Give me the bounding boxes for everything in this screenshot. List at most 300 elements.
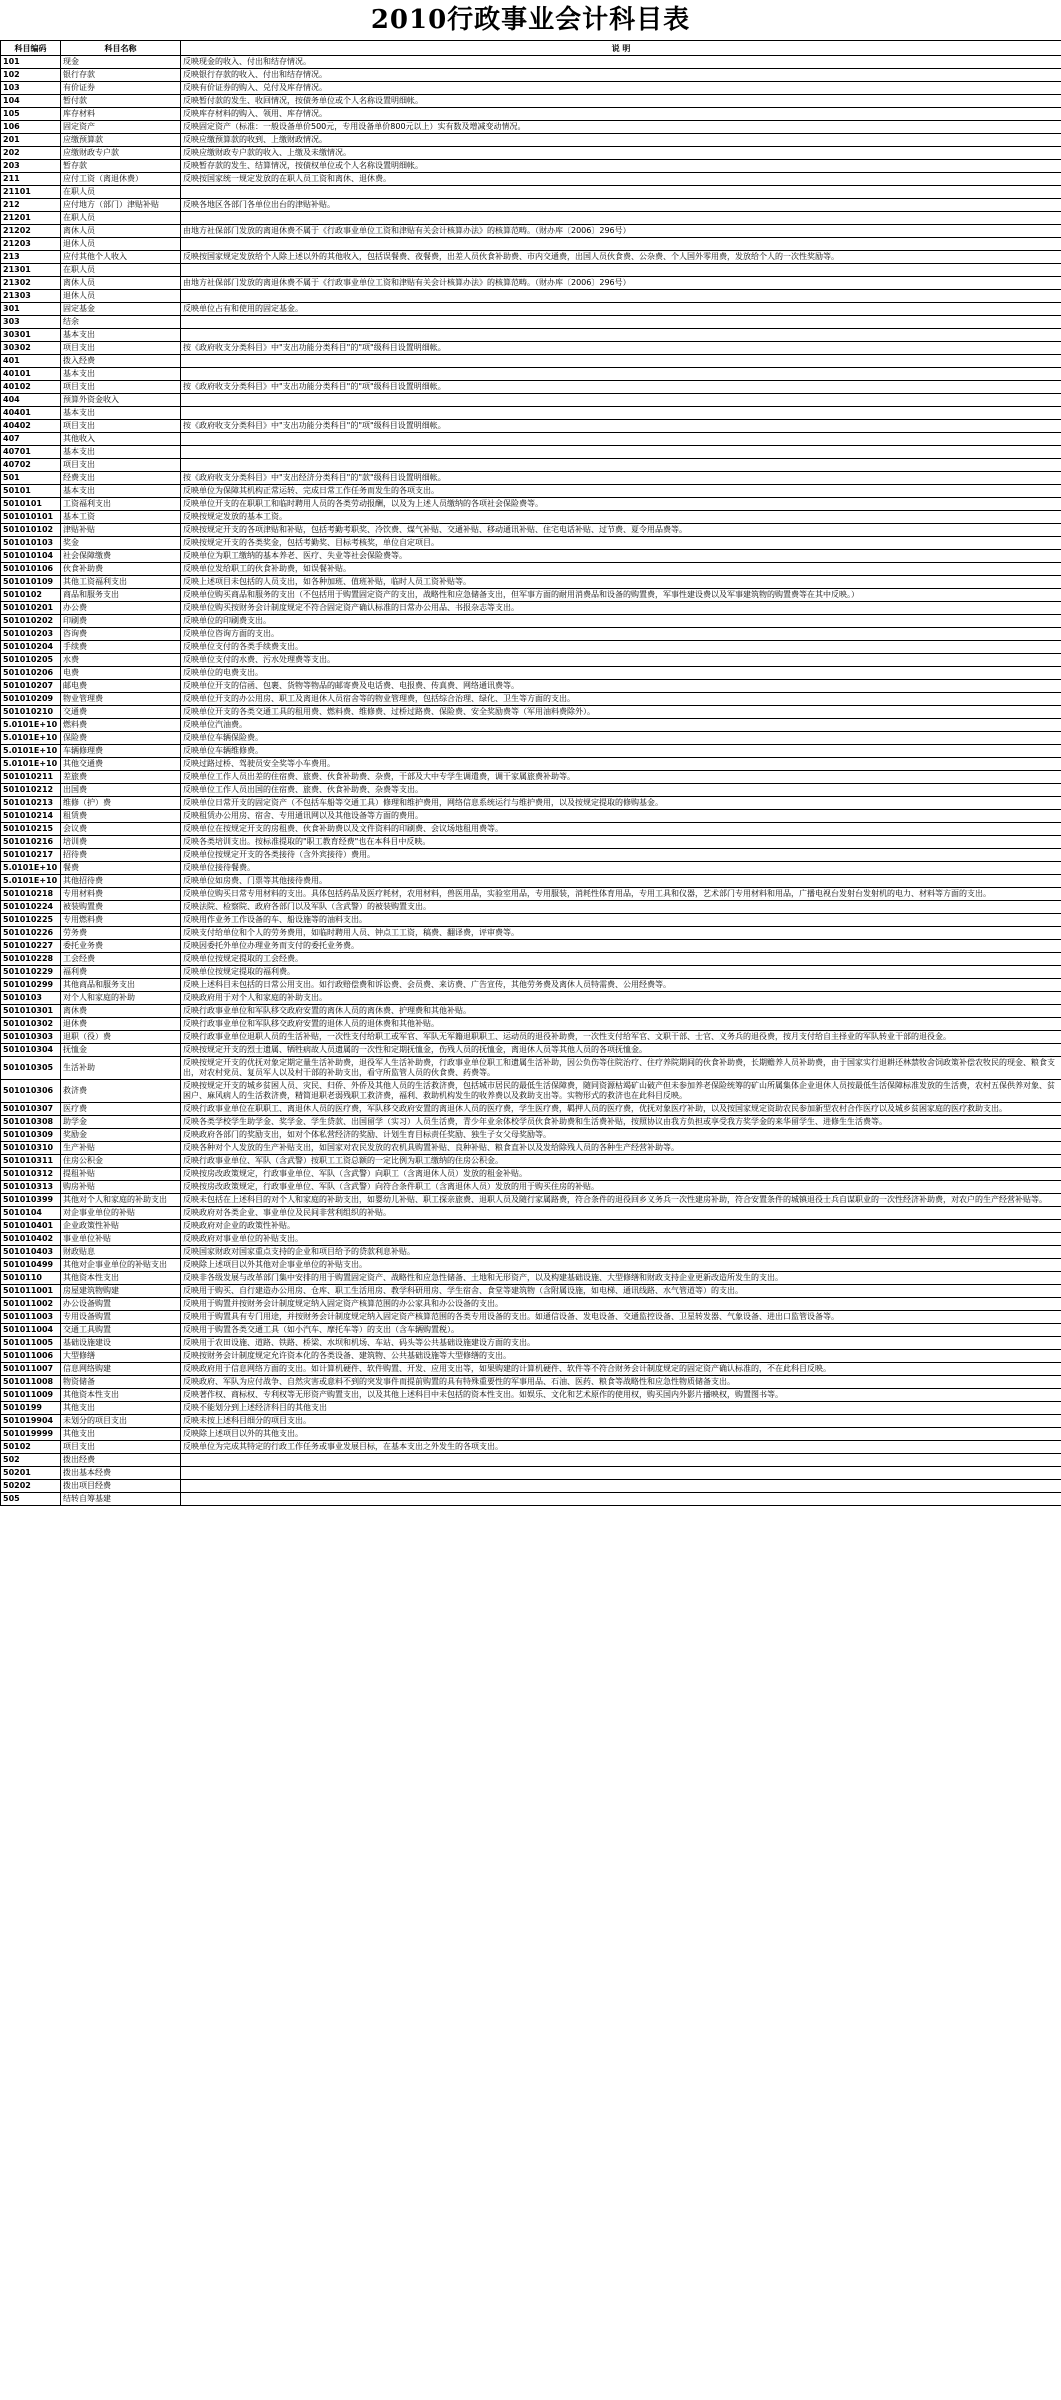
account-name-cell: 差旅费 — [61, 771, 181, 784]
account-code-cell: 501010213 — [1, 797, 61, 810]
account-name-cell: 奖金 — [61, 537, 181, 550]
account-name-cell: 住房公积金 — [61, 1155, 181, 1168]
account-code-cell: 501010104 — [1, 550, 61, 563]
account-code-cell: 501010499 — [1, 1259, 61, 1272]
table-row — [1, 1233, 1061, 1246]
account-desc-cell: 反映用于购置各类交通工具（如小汽车、摩托车等）的支出（含车辆购置税）。 — [181, 1324, 1061, 1337]
account-name-cell: 助学金 — [61, 1116, 181, 1129]
table-row — [1, 264, 1061, 277]
account-name-cell: 其他收入 — [61, 433, 181, 446]
account-code-cell: 303 — [1, 316, 61, 329]
table-row — [1, 706, 1061, 719]
account-code-cell: 21302 — [1, 277, 61, 290]
account-code-cell: 201 — [1, 134, 61, 147]
table-row — [1, 914, 1061, 927]
account-code-cell: 5010199 — [1, 1402, 61, 1415]
account-code-cell: 501010311 — [1, 1155, 61, 1168]
table-row — [1, 654, 1061, 667]
account-code-cell: 501010215 — [1, 823, 61, 836]
account-code-cell: 501010101 — [1, 511, 61, 524]
account-desc-cell — [181, 212, 1061, 225]
account-code-cell: 212 — [1, 199, 61, 212]
table-row — [1, 615, 1061, 628]
account-name-cell: 专用设备购置 — [61, 1311, 181, 1324]
account-code-cell: 501011008 — [1, 1376, 61, 1389]
account-code-cell: 501010229 — [1, 966, 61, 979]
table-row — [1, 1044, 1061, 1057]
account-code-cell: 501010227 — [1, 940, 61, 953]
account-name-cell: 应付其他个人收入 — [61, 251, 181, 264]
account-code-cell: 501010201 — [1, 602, 61, 615]
account-name-cell: 在职人员 — [61, 264, 181, 277]
account-code-cell: 501019999 — [1, 1428, 61, 1441]
account-code-cell: 501010224 — [1, 901, 61, 914]
account-desc-cell: 反映非各级发展与改革部门集中安排的用于购置固定资产、战略性和应急性储备、土地和无形资产，以及构建基础设施、大型修缮和财政支持企业更新改造所发生的支出。 — [181, 1272, 1061, 1285]
account-name-cell: 在职人员 — [61, 186, 181, 199]
account-name-cell: 暂存款 — [61, 160, 181, 173]
table-row — [1, 680, 1061, 693]
account-code-cell: 202 — [1, 147, 61, 160]
account-name-cell: 电费 — [61, 667, 181, 680]
account-desc-cell — [181, 186, 1061, 199]
account-name-cell: 被装购置费 — [61, 901, 181, 914]
table-row — [1, 1168, 1061, 1181]
account-name-cell: 其他资本性支出 — [61, 1272, 181, 1285]
account-code-cell: 40702 — [1, 459, 61, 472]
account-name-cell: 福利费 — [61, 966, 181, 979]
account-code-cell: 40402 — [1, 420, 61, 433]
table-row — [1, 511, 1061, 524]
account-code-cell: 21101 — [1, 186, 61, 199]
account-desc-cell: 反映单位发给职工的伙食补助费，如误餐补贴。 — [181, 563, 1061, 576]
account-desc-cell: 反映单位支付的各类手续费支出。 — [181, 641, 1061, 654]
account-code-cell: 106 — [1, 121, 61, 134]
account-code-cell: 102 — [1, 69, 61, 82]
account-desc-cell: 反映未按上述科目细分的项目支出。 — [181, 1415, 1061, 1428]
table-row — [1, 1080, 1061, 1103]
account-desc-cell: 反映各类培训支出。按标准提取的"职工教育经费"也在本科目中反映。 — [181, 836, 1061, 849]
account-name-cell: 劳务费 — [61, 927, 181, 940]
account-name-cell: 物业管理费 — [61, 693, 181, 706]
table-row — [1, 641, 1061, 654]
account-code-cell: 5.0101E+10 — [1, 719, 61, 732]
account-code-cell: 501010312 — [1, 1168, 61, 1181]
account-desc-cell: 反映单位占有和使用的固定基金。 — [181, 303, 1061, 316]
account-name-cell: 其他工资福利支出 — [61, 576, 181, 589]
account-name-cell: 对个人和家庭的补助 — [61, 992, 181, 1005]
account-name-cell: 印刷费 — [61, 615, 181, 628]
account-name-cell: 离休人员 — [61, 225, 181, 238]
account-name-cell: 会议费 — [61, 823, 181, 836]
account-name-cell: 生活补助 — [61, 1057, 181, 1080]
account-code-cell: 501011004 — [1, 1324, 61, 1337]
table-row — [1, 1142, 1061, 1155]
account-name-cell: 出国费 — [61, 784, 181, 797]
account-desc-cell: 反映行政事业单位在职职工、离退休人员的医疗费，军队移交政府安置的离退休人员的医疗费，学生医疗费，羁押人员的医疗费，优抚对象医疗补助，以及按国家规定资助农民参加新型农村合作医疗以及城乡贫困家庭的医疗救助支出。 — [181, 1103, 1061, 1116]
table-row — [1, 1220, 1061, 1233]
table-row — [1, 1194, 1061, 1207]
account-desc-cell: 反映支付给单位和个人的劳务费用，如临时聘用人员、钟点工工资，稿费、翻译费，评审费等。 — [181, 927, 1061, 940]
account-name-cell: 抚恤金 — [61, 1044, 181, 1057]
table-row — [1, 836, 1061, 849]
account-name-cell: 工资福利支出 — [61, 498, 181, 511]
account-name-cell: 拨出基本经费 — [61, 1467, 181, 1480]
account-desc-cell: 反映政府用于对个人和家庭的补助支出。 — [181, 992, 1061, 1005]
account-name-cell: 库存材料 — [61, 108, 181, 121]
account-name-cell: 社会保障缴费 — [61, 550, 181, 563]
account-code-cell: 501010209 — [1, 693, 61, 706]
account-desc-cell — [181, 446, 1061, 459]
table-row — [1, 628, 1061, 641]
table-row — [1, 212, 1061, 225]
account-name-cell: 房屋建筑物购建 — [61, 1285, 181, 1298]
account-code-cell: 5010110 — [1, 1272, 61, 1285]
account-name-cell: 基本支出 — [61, 368, 181, 381]
account-code-cell: 30302 — [1, 342, 61, 355]
account-desc-cell: 反映单位的电费支出。 — [181, 667, 1061, 680]
account-name-cell: 伙食补助费 — [61, 563, 181, 576]
table-row — [1, 186, 1061, 199]
account-code-cell: 501010207 — [1, 680, 61, 693]
account-desc-cell: 反映按规定开支的各项津贴和补贴，包括考勤考职奖、冷饮费、煤气补贴、交通补贴、移动通讯补贴、住宅电话补贴、过节费、夏令用品费等。 — [181, 524, 1061, 537]
account-name-cell: 其他支出 — [61, 1402, 181, 1415]
account-code-cell: 501010109 — [1, 576, 61, 589]
account-desc-cell: 反映按规定发放的基本工资。 — [181, 511, 1061, 524]
table-row — [1, 1005, 1061, 1018]
account-name-cell: 专用燃料费 — [61, 914, 181, 927]
account-name-cell: 未划分的项目支出 — [61, 1415, 181, 1428]
account-desc-cell — [181, 290, 1061, 303]
account-code-cell: 5.0101E+10 — [1, 758, 61, 771]
table-row — [1, 1207, 1061, 1220]
account-desc-cell: 反映用作业务工作设备的车、船设施等的油料支出。 — [181, 914, 1061, 927]
account-name-cell: 其他招待费 — [61, 875, 181, 888]
account-desc-cell: 反映单位开支的在职职工和临时聘用人员的各类劳动报酬，以及为上述人员缴纳的各项社会保险费等。 — [181, 498, 1061, 511]
account-code-cell: 50201 — [1, 1467, 61, 1480]
account-code-cell: 203 — [1, 160, 61, 173]
account-code-cell: 21301 — [1, 264, 61, 277]
account-desc-cell — [181, 407, 1061, 420]
account-name-cell: 委托业务费 — [61, 940, 181, 953]
account-code-cell: 407 — [1, 433, 61, 446]
account-desc-cell: 反映按规定开支的优抚对象定期定量生活补助费，退役军人生活补助费，行政事业单位职工和遗属生活补助，因公负伤等住院治疗、住疗养院期间的伙食补助费，长期赡养人员补助费，由于国家实行退耕还林禁牧舍饲政策补偿农牧民的现金、粮食支出，对农村党员、复员军人以及村干部的补助支出，看守所监管人员的伙食费、药费等。 — [181, 1057, 1061, 1080]
account-desc-cell: 反映行政事业单位和军队移交政府安置的离休人员的离休费、护理费和其他补贴。 — [181, 1005, 1061, 1018]
account-code-cell: 501010205 — [1, 654, 61, 667]
table-row — [1, 888, 1061, 901]
account-desc-cell: 反映现金的收入、付出和结存情况。 — [181, 56, 1061, 69]
account-name-cell: 招待费 — [61, 849, 181, 862]
account-code-cell: 103 — [1, 82, 61, 95]
account-code-cell: 501010218 — [1, 888, 61, 901]
account-name-cell: 手续费 — [61, 641, 181, 654]
account-desc-cell: 反映按财务会计制度规定允许资本化的各类设备、建筑物、公共基础设施等大型修缮的支出。 — [181, 1350, 1061, 1363]
table-row — [1, 173, 1061, 186]
account-code-cell: 501011009 — [1, 1389, 61, 1402]
account-name-cell: 基本支出 — [61, 485, 181, 498]
account-name-cell: 医疗费 — [61, 1103, 181, 1116]
account-name-cell: 拨入经费 — [61, 355, 181, 368]
account-desc-cell: 反映各地区各部门各单位出台的津贴补贴。 — [181, 199, 1061, 212]
table-row — [1, 1116, 1061, 1129]
account-desc-cell: 由地方社保部门发放的离退休费不属于《行政事业单位工资和津贴有关会计核算办法》的核算范畴。（财办库〔2006〕296号） — [181, 277, 1061, 290]
account-code-cell: 5010103 — [1, 992, 61, 1005]
account-desc-cell: 反映法院、检察院、政府各部门以及军队（含武警）的被装购置支出。 — [181, 901, 1061, 914]
account-code-cell: 21303 — [1, 290, 61, 303]
table-row — [1, 1480, 1061, 1493]
account-name-cell: 在职人员 — [61, 212, 181, 225]
table-row — [1, 1285, 1061, 1298]
account-name-cell: 应缴财政专户款 — [61, 147, 181, 160]
table-row — [1, 1181, 1061, 1194]
table-row — [1, 290, 1061, 303]
account-code-cell: 501 — [1, 472, 61, 485]
account-code-cell: 5010101 — [1, 498, 61, 511]
account-desc-cell: 反映应缴预算款的收到、上缴财政情况。 — [181, 134, 1061, 147]
account-code-cell: 50101 — [1, 485, 61, 498]
account-desc-cell: 反映按规定开支的烈士遗属、牺牲病故人员遗属的一次性和定期抚恤金，伤残人员的抚恤金，离退休人员等其他人员的各项抚恤金。 — [181, 1044, 1061, 1057]
table-row — [1, 589, 1061, 602]
account-name-cell: 其他交通费 — [61, 758, 181, 771]
table-row — [1, 953, 1061, 966]
table-row — [1, 745, 1061, 758]
account-desc-cell: 反映单位接待餐费。 — [181, 862, 1061, 875]
account-desc-cell: 反映单位按规定开支的各类接待（含外宾接待）费用。 — [181, 849, 1061, 862]
account-name-cell: 交通费 — [61, 706, 181, 719]
account-desc-cell — [181, 264, 1061, 277]
account-name-cell: 其他资本性支出 — [61, 1389, 181, 1402]
account-name-cell: 经费支出 — [61, 472, 181, 485]
account-code-cell: 404 — [1, 394, 61, 407]
account-desc-cell: 反映单位开支的各类交通工具的租用费、燃料费、维修费、过桥过路费、保险费、安全奖励费等（军用油料费除外）。 — [181, 706, 1061, 719]
account-desc-cell: 反映未包括在上述科目的对个人和家庭的补助支出，如婴幼儿补贴、职工探亲旅费、退职人员及随行家属路费，符合条件的退役回乡义务兵一次性建房补助，符合安置条件的城镇退役士兵自谋职业的一次性经济补助费，对农户的生产经营补贴等。 — [181, 1194, 1061, 1207]
table-row — [1, 732, 1061, 745]
account-desc-cell: 反映银行存款的收入、付出和结存情况。 — [181, 69, 1061, 82]
table-row — [1, 446, 1061, 459]
account-name-cell: 其他对个人和家庭的补助支出 — [61, 1194, 181, 1207]
account-name-cell: 办公费 — [61, 602, 181, 615]
table-row — [1, 537, 1061, 550]
account-code-cell: 50202 — [1, 1480, 61, 1493]
table-row — [1, 1376, 1061, 1389]
table-row — [1, 1103, 1061, 1116]
account-desc-cell: 反映应缴财政专户款的收入、上缴及未缴情况。 — [181, 147, 1061, 160]
account-desc-cell: 反映单位工作人员出国的住宿费、旅费、伙食补助费、杂费等支出。 — [181, 784, 1061, 797]
account-desc-cell: 反映单位购买按财务会计制度规定不符合固定资产确认标准的日常办公用品、书报杂志等支出。 — [181, 602, 1061, 615]
table-row — [1, 1155, 1061, 1168]
account-desc-cell: 反映按规定开支的各类奖金，包括考勤奖、目标考核奖，单位自定项目。 — [181, 537, 1061, 550]
table-row — [1, 784, 1061, 797]
table-row — [1, 1337, 1061, 1350]
table-row — [1, 823, 1061, 836]
account-code-cell: 40701 — [1, 446, 61, 459]
table-row — [1, 1428, 1061, 1441]
account-desc-cell: 反映政府对各类企业、事业单位及民间非营利组织的补贴。 — [181, 1207, 1061, 1220]
account-code-cell: 501011007 — [1, 1363, 61, 1376]
account-code-cell: 501010308 — [1, 1116, 61, 1129]
account-name-cell: 应缴预算款 — [61, 134, 181, 147]
account-desc-cell — [181, 433, 1061, 446]
table-row — [1, 901, 1061, 914]
table-row — [1, 875, 1061, 888]
account-desc-cell: 反映单位车辆保险费。 — [181, 732, 1061, 745]
account-desc-cell: 反映政府对事业单位的补贴支出。 — [181, 1233, 1061, 1246]
table-row — [1, 1246, 1061, 1259]
account-code-cell: 501010202 — [1, 615, 61, 628]
table-row — [1, 1454, 1061, 1467]
account-desc-cell — [181, 459, 1061, 472]
account-code-cell: 104 — [1, 95, 61, 108]
table-row — [1, 1057, 1061, 1080]
table-row — [1, 316, 1061, 329]
account-desc-cell: 反映单位支付的水费、污水处理费等支出。 — [181, 654, 1061, 667]
account-desc-cell: 反映单位为完成其特定的行政工作任务或事业发展目标，在基本支出之外发生的各项支出。 — [181, 1441, 1061, 1454]
account-code-cell: 105 — [1, 108, 61, 121]
account-name-cell: 车辆修理费 — [61, 745, 181, 758]
account-name-cell: 退职（役）费 — [61, 1031, 181, 1044]
account-code-cell: 5010104 — [1, 1207, 61, 1220]
account-desc-cell: 反映政府、军队为应付战争、自然灾害或意料不到的突发事件而提前购置的具有特殊重要性的军事用品、石油、医药、粮食等战略性和应急性物质储备支出。 — [181, 1376, 1061, 1389]
table-row — [1, 459, 1061, 472]
account-code-cell: 301 — [1, 303, 61, 316]
account-desc-cell: 反映暂存款的发生、结算情况，按债权单位或个人名称设置明细帐。 — [181, 160, 1061, 173]
account-desc-cell: 由地方社保部门发放的离退休费不属于《行政事业单位工资和津贴有关会计核算办法》的核算范畴。（财办库〔2006〕296号） — [181, 225, 1061, 238]
account-desc-cell: 反映因委托外单位办理业务而支付的委托业务费。 — [181, 940, 1061, 953]
header-name: 科目名称 — [61, 41, 181, 56]
account-desc-cell: 反映单位购买商品和服务的支出（不包括用于购置固定资产的支出，战略性和应急储备支出，但军事方面的耐用消费品和设备的购置费，军事性建设费以及军事建筑物的购置费等在其中反映。） — [181, 589, 1061, 602]
account-desc-cell: 反映政府各部门的奖励支出，如对个体私营经济的奖励、计划生育目标责任奖励、独生子女父母奖励等。 — [181, 1129, 1061, 1142]
account-desc-cell — [181, 394, 1061, 407]
table-row — [1, 329, 1061, 342]
table-row — [1, 758, 1061, 771]
account-name-cell: 咨询费 — [61, 628, 181, 641]
account-desc-cell: 反映租赁办公用房、宿舍、专用通讯网以及其他设备等方面的费用。 — [181, 810, 1061, 823]
account-code-cell: 501010211 — [1, 771, 61, 784]
table-row — [1, 563, 1061, 576]
account-name-cell: 拨出项目经费 — [61, 1480, 181, 1493]
table-row — [1, 524, 1061, 537]
account-code-cell: 501011006 — [1, 1350, 61, 1363]
account-code-cell: 5.0101E+10 — [1, 875, 61, 888]
account-name-cell: 商品和服务支出 — [61, 589, 181, 602]
account-desc-cell: 按《政府收支分类科目》中"支出经济分类科目"的"款"级科目设置明细帐。 — [181, 472, 1061, 485]
account-desc-cell: 反映单位如房费、门票等其他接待费用。 — [181, 875, 1061, 888]
account-name-cell: 企业政策性补贴 — [61, 1220, 181, 1233]
table-row — [1, 602, 1061, 615]
table-row — [1, 147, 1061, 160]
table-row — [1, 1129, 1061, 1142]
account-desc-cell: 按《政府收支分类科目》中"支出功能分类科目"的"项"级科目设置明细帐。 — [181, 342, 1061, 355]
account-code-cell: 501011001 — [1, 1285, 61, 1298]
account-code-cell: 501010305 — [1, 1057, 61, 1080]
table-row — [1, 1415, 1061, 1428]
account-desc-cell: 反映用于购置并按财务会计制度规定纳入固定资产核算范围的办公家具和办公设备的支出。 — [181, 1298, 1061, 1311]
account-desc-cell: 反映单位开支的信函、包裹、货物等物品的邮寄费及电话费、电报费、传真费、网络通讯费等。 — [181, 680, 1061, 693]
table-row — [1, 849, 1061, 862]
account-desc-cell: 反映单位车辆维修费。 — [181, 745, 1061, 758]
table-row — [1, 472, 1061, 485]
account-name-cell: 其他对企事业单位的补贴支出 — [61, 1259, 181, 1272]
account-desc-cell: 反映政府对企业的政策性补贴。 — [181, 1220, 1061, 1233]
account-code-cell: 501010214 — [1, 810, 61, 823]
account-code-cell: 501010399 — [1, 1194, 61, 1207]
table-row — [1, 225, 1061, 238]
account-code-cell: 5.0101E+10 — [1, 732, 61, 745]
account-code-cell: 21202 — [1, 225, 61, 238]
table-row — [1, 1311, 1061, 1324]
account-desc-cell: 反映按国家统一规定发放的在职人员工资和离休、退休费。 — [181, 173, 1061, 186]
account-code-cell: 501010210 — [1, 706, 61, 719]
account-code-cell: 501010403 — [1, 1246, 61, 1259]
account-table — [0, 40, 1061, 1506]
table-row — [1, 1272, 1061, 1285]
account-name-cell: 基本支出 — [61, 329, 181, 342]
account-desc-cell — [181, 1493, 1061, 1506]
table-row — [1, 199, 1061, 212]
account-desc-cell: 反映单位为职工缴纳的基本养老、医疗、失业等社会保险费等。 — [181, 550, 1061, 563]
table-row — [1, 1298, 1061, 1311]
table-row — [1, 342, 1061, 355]
account-desc-cell: 反映单位在按规定开支的房租费、伙食补助费以及文件资料的印刷费、会议场地租用费等。 — [181, 823, 1061, 836]
account-name-cell: 交通工具购置 — [61, 1324, 181, 1337]
account-code-cell: 211 — [1, 173, 61, 186]
account-name-cell: 项目支出 — [61, 1441, 181, 1454]
account-code-cell: 5.0101E+10 — [1, 862, 61, 875]
account-name-cell: 租赁费 — [61, 810, 181, 823]
account-desc-cell: 反映单位汽油费。 — [181, 719, 1061, 732]
table-row — [1, 108, 1061, 121]
account-desc-cell: 反映单位购买日常专用材料的支出。具体包括药品及医疗耗材，农用材料，兽医用品，实验室用品，专用服装，消耗性体育用品，专用工具和仪器，艺术部门专用材料和用品，广播电视台发射台发射机的电力、材料等方面的支出。 — [181, 888, 1061, 901]
account-name-cell: 拨出经费 — [61, 1454, 181, 1467]
account-desc-cell — [181, 316, 1061, 329]
account-name-cell: 项目支出 — [61, 459, 181, 472]
table-row — [1, 1259, 1061, 1272]
account-name-cell: 邮电费 — [61, 680, 181, 693]
table-row — [1, 303, 1061, 316]
account-name-cell: 固定资产 — [61, 121, 181, 134]
account-name-cell: 对企事业单位的补贴 — [61, 1207, 181, 1220]
account-code-cell: 501011005 — [1, 1337, 61, 1350]
account-code-cell: 501019904 — [1, 1415, 61, 1428]
account-name-cell: 结余 — [61, 316, 181, 329]
account-desc-cell: 反映行政事业单位退职人员的生活补贴，一次性支付给职工或军官、军队无军籍退职职工、运动员的退役补助费，一次性支付给军官、文职干部、士官、义务兵的退役费，按月支付给自主择业的军队转业干部的退役金。 — [181, 1031, 1061, 1044]
account-name-cell: 津贴补贴 — [61, 524, 181, 537]
table-row — [1, 862, 1061, 875]
account-name-cell: 基本工资 — [61, 511, 181, 524]
table-row — [1, 693, 1061, 706]
account-desc-cell — [181, 1467, 1061, 1480]
account-code-cell: 501010203 — [1, 628, 61, 641]
account-desc-cell: 反映各类学校学生助学金、奖学金、学生贷款、出国留学（实习）人员生活费，青少年业余体校学员伙食补助费和生活费补贴，按照协议由我方负担或享受我方奖学金的来华留学生、进修生生活费等。 — [181, 1116, 1061, 1129]
table-row — [1, 56, 1061, 69]
account-desc-cell: 反映单位工作人员出差的住宿费、旅费、伙食补助费、杂费，干部及大中专学生调遣费，调干家属旅费补助等。 — [181, 771, 1061, 784]
table-row — [1, 381, 1061, 394]
account-name-cell: 预算外资金收入 — [61, 394, 181, 407]
account-name-cell: 项目支出 — [61, 420, 181, 433]
table-row — [1, 1350, 1061, 1363]
account-name-cell: 退休人员 — [61, 290, 181, 303]
account-desc-cell: 反映按国家规定发放给个人除上述以外的其他收入，包括误餐费、夜餐费，出差人员伙食补助费、市内交通费，出国人员伙食费、公杂费、个人国外零用费，发放给个人的一次性奖励等。 — [181, 251, 1061, 264]
table-row — [1, 1031, 1061, 1044]
table-row — [1, 69, 1061, 82]
header-code: 科目编码 — [1, 41, 61, 56]
account-name-cell: 有价证券 — [61, 82, 181, 95]
account-desc-cell: 反映按房改政策规定，行政事业单位、军队（含武警）向职工（含离退休人员）发放的租金补贴。 — [181, 1168, 1061, 1181]
account-desc-cell: 反映单位日常开支的固定资产（不包括车船等交通工具）修理和维护费用，网络信息系统运行与维护费用，以及按规定提取的修购基金。 — [181, 797, 1061, 810]
account-desc-cell: 反映单位开支的办公用房、职工及离退休人员宿舍等的物业管理费，包括综合治理、绿化、卫生等方面的支出。 — [181, 693, 1061, 706]
account-code-cell: 501010307 — [1, 1103, 61, 1116]
account-code-cell: 213 — [1, 251, 61, 264]
account-code-cell: 501010302 — [1, 1018, 61, 1031]
